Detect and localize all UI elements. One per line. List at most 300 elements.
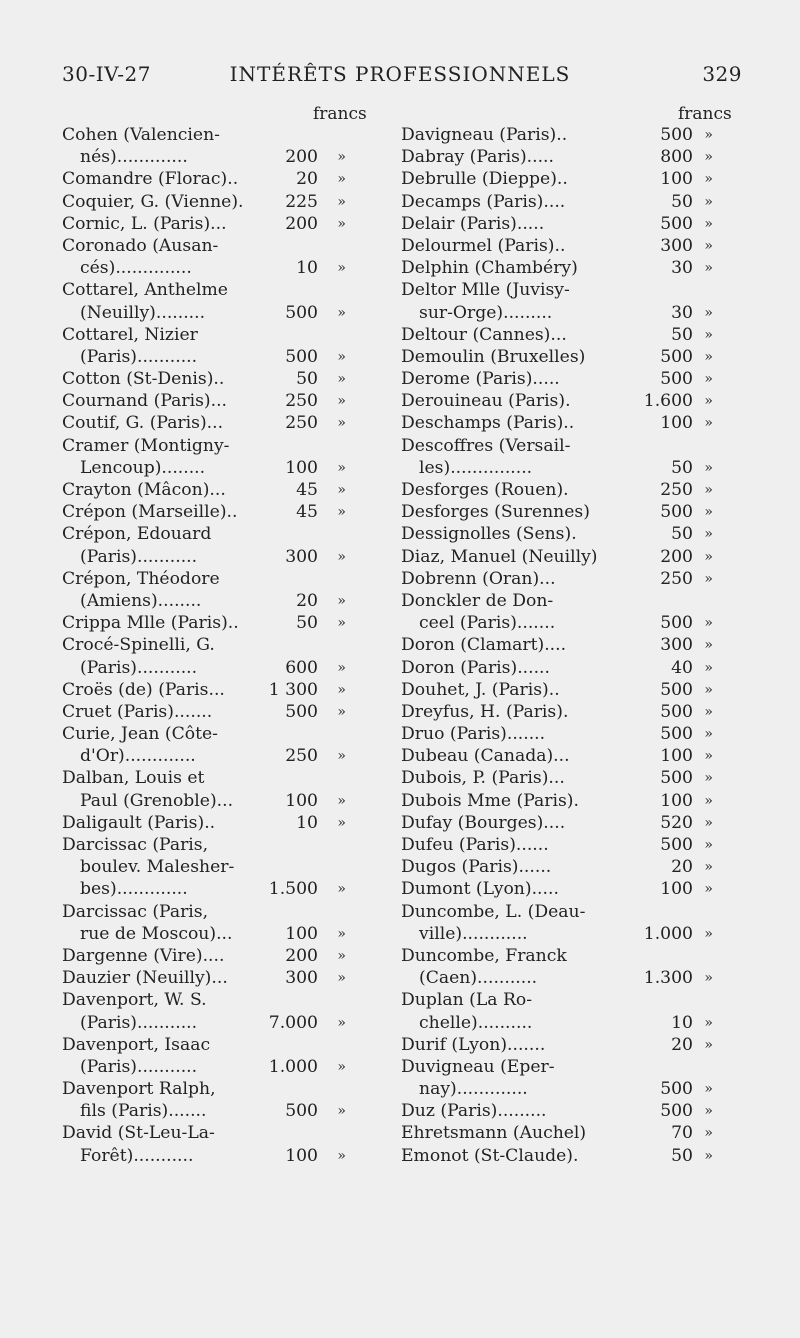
entry-name: Cottarel, Anthelme [62,280,228,301]
list-item [62,701,382,723]
list-item [62,146,382,168]
entry-ditto-mark: » [337,1103,346,1120]
entry-name: ceel (Paris)....... [419,613,556,634]
entry-name: Dumont (Lyon)..... [401,879,559,900]
entry-name: Dauzier (Neuilly)... [62,968,228,989]
list-item [62,1145,382,1167]
list-item [62,568,382,590]
header-date: 30-IV-27 [62,62,151,86]
list-item [401,257,721,279]
entry-name: fils (Paris)....... [80,1101,207,1122]
entry-ditto-mark: » [704,504,713,521]
entry-name: Duz (Paris)......... [401,1101,547,1122]
entry-amount: 500 [660,369,693,390]
entry-ditto-mark: » [704,726,713,743]
list-item [401,612,721,634]
list-item [62,901,382,923]
entry-amount: 1 300 [268,679,318,700]
list-item [401,679,721,701]
entry-name: Delphin (Chambéry) [401,258,578,279]
entry-name: Cornic, L. (Paris)... [62,213,227,234]
entry-ditto-mark: » [337,814,346,831]
entry-ditto-mark: » [337,482,346,498]
list-item [401,723,721,745]
entry-amount: 50 [671,191,693,212]
entry-ditto-mark: » [337,393,346,410]
entry-name: Coronado (Ausan- [62,235,219,256]
entry-ditto-mark: » [337,193,346,210]
entry-name: Decamps (Paris).... [401,191,566,212]
list-item [62,168,382,190]
entry-name: Debrulle (Dieppe).. [401,169,568,190]
entry-name: Diaz, Manuel (Neuilly) [401,546,598,567]
entry-amount: 500 [660,701,693,722]
list-item [401,634,721,656]
entry-amount: 20 [671,1034,693,1055]
entry-ditto-mark: » [337,215,346,232]
list-item [401,923,721,945]
list-item [62,679,382,701]
entry-name: nés)............. [80,147,188,168]
list-item [401,390,721,412]
entry-amount: 500 [660,679,693,700]
entry-amount: 100 [660,746,693,767]
entry-name: Demoulin (Bruxelles) [401,346,586,367]
entry-ditto-mark: » [704,260,713,277]
entry-amount: 500 [660,768,693,789]
entry-ditto-mark: » [337,881,346,898]
entry-ditto-mark: » [704,193,713,210]
list-item [401,324,721,346]
entry-name: Comandre (Florac).. [62,169,239,190]
entry-name: (Paris)........... [80,1012,198,1033]
entry-amount: 200 [285,147,318,168]
entry-name: Crayton (Mâcon)... [62,480,226,500]
entry-amount: 50 [671,324,693,345]
entry-amount: 500 [285,1101,318,1122]
entry-ditto-mark: » [337,592,346,609]
list-item [401,191,721,213]
list-item [62,501,382,523]
entry-ditto-mark: » [337,1058,346,1075]
entry-name: Deltor Mlle (Juvisy- [401,280,570,301]
list-item [62,368,382,390]
list-item [62,767,382,789]
entry-amount: 100 [660,413,693,434]
list-item [401,412,721,434]
entry-name: Deschamps (Paris).. [401,413,575,434]
list-item [401,701,721,723]
list-item [401,346,721,368]
entry-ditto-mark: » [704,215,713,232]
entry-ditto-mark: » [704,1147,713,1164]
entry-name: Lencoup)........ [80,457,206,478]
header-title: INTÉRÊTS PROFESSIONNELS [229,62,571,86]
entry-amount: 500 [285,346,318,367]
entry-name: Desforges (Rouen). [401,480,569,500]
list-item [62,412,382,434]
list-item [401,590,721,612]
entry-name: Dabray (Paris)..... [401,147,554,168]
entry-name: Davenport, W. S. [62,990,207,1011]
list-item [401,878,721,900]
entry-name: Cruet (Paris)....... [62,701,213,722]
entry-name: Crocé-Spinelli, G. [62,635,215,656]
list-item [401,967,721,989]
list-item [62,634,382,656]
entry-name: les)............... [419,457,533,478]
entry-name: Crépon, Edouard [62,524,212,545]
list-item [401,1100,721,1122]
entry-ditto-mark: » [704,859,713,876]
entry-name: Deltour (Cannes)... [401,324,567,345]
entry-ditto-mark: » [704,304,713,321]
entry-amount: 500 [660,835,693,855]
list-item [401,1056,721,1078]
entry-name: Curie, Jean (Côte- [62,724,218,745]
left-column [62,124,382,1167]
list-item [401,435,721,457]
entry-ditto-mark: » [337,504,346,521]
entry-name: Druo (Paris)....... [401,724,546,745]
entry-amount: 800 [660,147,693,168]
entry-name: Duncombe, L. (Deau- [401,901,586,922]
entry-ditto-mark: » [337,615,346,632]
entry-name: Descoffres (Versail- [401,435,571,456]
entry-name: Crippa Mlle (Paris).. [62,613,239,634]
entry-name: d'Or)............. [80,746,196,767]
entry-name: Daligault (Paris).. [62,812,216,833]
entry-amount: 500 [660,346,693,367]
entry-name: Derouineau (Paris). [401,391,571,412]
list-item [401,1012,721,1034]
list-item [62,989,382,1011]
list-item [62,191,382,213]
entry-name: Dugos (Paris)...... [401,857,552,878]
entry-ditto-mark: » [337,659,346,676]
entry-ditto-mark: » [704,237,713,254]
entry-ditto-mark: » [337,792,346,809]
list-item [62,834,382,856]
entry-ditto-mark: » [337,947,346,964]
entry-name: Derome (Paris)..... [401,369,560,390]
list-item [62,546,382,568]
unit-label-right: francs [678,104,732,124]
entry-ditto-mark: » [337,748,346,765]
entry-name: Duvigneau (Eper- [401,1056,555,1077]
entry-name: Cotton (St-Denis).. [62,369,225,390]
list-item [401,235,721,257]
entry-ditto-mark: » [337,970,346,987]
list-item [401,213,721,235]
entry-name: Cournand (Paris)... [62,391,228,412]
entry-name: Dobrenn (Oran)... [401,568,556,589]
unit-label-left: francs [313,104,367,124]
entry-ditto-mark: » [704,637,713,654]
entry-amount: 500 [660,213,693,234]
entry-ditto-mark: » [337,260,346,277]
entry-amount: 30 [671,302,693,323]
list-item [62,235,382,257]
entry-ditto-mark: » [704,171,713,188]
entry-name: Darcissac (Paris, [62,835,209,855]
entry-amount: 50 [671,457,693,478]
entry-ditto-mark: » [704,1036,713,1053]
entry-amount: 300 [285,968,318,989]
entry-name: Dessignolles (Sens). [401,524,577,545]
entry-ditto-mark: » [704,1081,713,1098]
list-item [401,523,721,545]
list-item [62,1078,382,1100]
entry-name: (Paris)........... [80,546,198,567]
entry-name: Doron (Paris)...... [401,657,550,678]
entry-name: Coquier, G. (Vienne). [62,191,244,212]
entry-amount: 10 [671,1012,693,1033]
right-column [401,124,721,1167]
list-item [62,523,382,545]
list-item [401,457,721,479]
entry-amount: 250 [660,568,693,589]
entry-ditto-mark: » [337,304,346,321]
entry-ditto-mark: » [704,526,713,543]
entry-amount: 500 [285,302,318,323]
entry-amount: 30 [671,258,693,279]
list-item [401,546,721,568]
entry-ditto-mark: » [704,881,713,898]
entry-name: (Paris)........... [80,346,198,367]
entry-ditto-mark: » [337,925,346,942]
entry-amount: 100 [285,457,318,478]
entry-ditto-mark: » [337,171,346,188]
entry-amount: 1.500 [268,879,318,900]
list-item [401,834,721,856]
entry-name: (Amiens)........ [80,590,202,611]
entry-name: David (St-Leu-La- [62,1123,215,1144]
entry-name: Cohen (Valencien- [62,125,220,145]
entry-amount: 500 [660,1101,693,1122]
list-item [401,279,721,301]
entry-ditto-mark: » [337,703,346,720]
entry-name: Duncombe, Franck [401,945,567,966]
entry-amount: 100 [660,169,693,190]
entry-amount: 10 [296,812,318,833]
entry-ditto-mark: » [704,415,713,432]
entry-amount: 250 [660,480,693,500]
entry-amount: 300 [660,235,693,256]
entry-amount: 500 [660,125,693,145]
list-item [62,124,382,146]
entry-amount: 250 [285,413,318,434]
entry-name: Crépon, Théodore [62,568,220,589]
list-item [401,767,721,789]
entry-amount: 250 [285,746,318,767]
list-item [62,1100,382,1122]
list-item [62,213,382,235]
list-item [62,457,382,479]
list-item [62,1012,382,1034]
entry-amount: 200 [285,945,318,966]
list-item [401,790,721,812]
entry-amount: 45 [296,480,318,500]
entry-name: Duplan (La Ro- [401,990,533,1011]
list-item [62,279,382,301]
list-item [401,1078,721,1100]
entry-ditto-mark: » [704,659,713,676]
entry-name: Croës (de) (Paris... [62,679,225,700]
list-item [401,1034,721,1056]
list-item [401,1145,721,1167]
entry-amount: 500 [660,502,693,523]
list-item [62,812,382,834]
list-item [401,945,721,967]
entry-ditto-mark: » [337,548,346,565]
entry-amount: 600 [285,657,318,678]
entry-amount: 500 [660,1079,693,1100]
list-item [401,812,721,834]
entry-ditto-mark: » [704,703,713,720]
entry-name: Desforges (Surennes) [401,502,590,523]
entry-name: Dufay (Bourges).... [401,812,566,833]
entry-amount: 300 [660,635,693,656]
entry-name: Dubois Mme (Paris). [401,790,579,811]
entry-name: chelle).......... [419,1012,533,1033]
entry-amount: 50 [671,524,693,545]
list-item [401,1122,721,1144]
entry-ditto-mark: » [704,459,713,476]
entry-amount: 10 [296,258,318,279]
entry-name: bes)............. [80,879,188,900]
entry-amount: 50 [296,613,318,634]
entry-amount: 100 [285,923,318,944]
entry-name: Ehretsmann (Auchel) [401,1123,587,1144]
entry-ditto-mark: » [704,1125,713,1142]
list-item [62,967,382,989]
entry-amount: 300 [285,546,318,567]
entry-ditto-mark: » [704,1103,713,1120]
list-item [62,1122,382,1144]
list-item [401,302,721,324]
entry-ditto-mark: » [704,371,713,388]
list-item [401,124,721,146]
entry-name: Delourmel (Paris).. [401,235,566,256]
list-item [62,324,382,346]
entry-name: Paul (Grenoble)... [80,790,234,811]
entry-name: ville)............ [419,923,528,944]
entry-amount: 500 [285,701,318,722]
list-item [401,501,721,523]
list-item [62,590,382,612]
list-item [62,435,382,457]
entry-ditto-mark: » [704,925,713,942]
list-item [62,657,382,679]
entry-name: (Paris)........... [80,657,198,678]
entry-amount: 7.000 [268,1012,318,1033]
entry-ditto-mark: » [704,748,713,765]
entry-name: (Paris)........... [80,1056,198,1077]
list-item [62,945,382,967]
entry-name: Dreyfus, H. (Paris). [401,701,569,722]
entry-ditto-mark: » [704,548,713,565]
entry-name: Emonot (St-Claude). [401,1145,579,1166]
entry-ditto-mark: » [337,459,346,476]
entry-ditto-mark: » [704,814,713,831]
list-item [401,901,721,923]
entry-amount: 200 [660,546,693,567]
entry-name: Crépon (Marseille).. [62,502,238,523]
entry-name: Donckler de Don- [401,590,554,611]
entry-amount: 1.600 [643,391,693,412]
list-item [62,790,382,812]
list-item [62,479,382,501]
entry-name: Cramer (Montigny- [62,435,230,456]
entry-name: Forêt)........... [80,1145,194,1166]
entry-amount: 100 [285,1145,318,1166]
entry-amount: 225 [285,191,318,212]
entry-name: Cottarel, Nizier [62,324,198,345]
entry-amount: 100 [660,879,693,900]
entry-amount: 45 [296,502,318,523]
entry-name: rue de Moscou)... [80,923,233,944]
entry-name: (Neuilly)......... [80,302,206,323]
list-item [401,989,721,1011]
list-item [62,1056,382,1078]
entry-name: sur-Orge)......... [419,302,553,323]
entry-amount: 50 [671,1145,693,1166]
entry-ditto-mark: » [704,348,713,365]
list-item [62,878,382,900]
list-item [62,346,382,368]
list-item [62,856,382,878]
entry-name: Davenport, Isaac [62,1034,211,1055]
list-item [401,168,721,190]
entry-ditto-mark: » [337,149,346,166]
entry-ditto-mark: » [704,1014,713,1031]
entry-amount: 40 [671,657,693,678]
entry-name: Dubeau (Canada)... [401,746,570,767]
entry-name: Dufeu (Paris)...... [401,835,549,855]
entry-amount: 1.300 [643,968,693,989]
entry-amount: 70 [671,1123,693,1144]
entry-ditto-mark: » [704,970,713,987]
entry-amount: 500 [660,724,693,745]
entry-name: Durif (Lyon)....... [401,1034,546,1055]
entry-name: Darcissac (Paris, [62,901,209,922]
entry-name: Davenport Ralph, [62,1079,216,1100]
page-number: 329 [702,62,742,86]
entry-amount: 100 [660,790,693,811]
list-item [401,479,721,501]
entry-ditto-mark: » [704,837,713,853]
entry-ditto-mark: » [704,681,713,698]
entry-ditto-mark: » [704,792,713,809]
list-item [62,302,382,324]
list-item [401,368,721,390]
entry-name: Coutif, G. (Paris)... [62,413,224,434]
list-item [62,723,382,745]
entry-ditto-mark: » [337,415,346,432]
list-item [401,856,721,878]
entry-name: Douhet, J. (Paris).. [401,679,560,700]
entry-ditto-mark: » [704,570,713,587]
entry-amount: 520 [660,812,693,833]
entry-name: Dargenne (Vire).... [62,945,225,966]
entry-ditto-mark: » [704,615,713,632]
list-item [62,745,382,767]
list-item [62,257,382,279]
entry-ditto-mark: » [337,348,346,365]
entry-ditto-mark: » [337,1147,346,1164]
entry-name: Doron (Clamart).... [401,635,567,656]
